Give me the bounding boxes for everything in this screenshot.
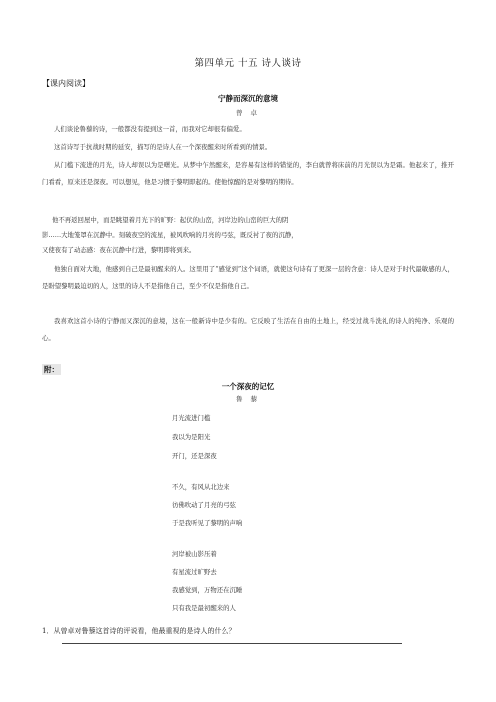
page-title: 第四单元 十五 诗人谈诗 (194, 58, 302, 69)
paragraph-1: 人们谈论鲁藜的诗，一般都没有提到这一首，而我对它却很有偏爱。 (54, 125, 246, 133)
poem-line: 河岸被山影压着 (172, 550, 217, 558)
appendix-label: 附： (44, 365, 59, 374)
poem-line: 我感觉到，万物还在沉睡 (172, 586, 243, 594)
poem-line: 只有我是最初醒来的人 (172, 604, 236, 612)
poem-line: 有星流过旷野去 (172, 568, 217, 576)
paragraph-6: 我喜欢这首小诗的宁静而又深沉的意境，这在一般新诗中是少有的。它反映了生活在自由的土地上，经受过战斗洗礼的诗人的纯净、乐观的心。 (42, 317, 454, 342)
paragraph-2: 这首诗写于抗战时期的延安，描写的是诗人在一个深夜醒来时所看到的情景。 (54, 143, 272, 151)
poem-line: 不久，有风从北边来 (172, 483, 230, 491)
paragraph-5: 他独自面对大地，他感到自己是最初醒来的人。这里用了“感觉到”这个词语，就使这句诗有了更深一层的含意：诗人是对于时代最敏感的人，是盼望黎明最迫切的人，这里的诗人不是指他自己，至少不仅是指他自己。 (42, 265, 454, 290)
poem-line: 月光流进门槛 (172, 414, 211, 422)
paragraph-4-line-3: 又使夜有了动态感：夜在沉静中行进，黎明即将到来。 (42, 246, 196, 254)
paragraph-3: 从门槛下流进的月光，诗人却误以为是曙光。从梦中乍然醒来，是容易有这样的错觉的，李白就曾将床前的月光误以为是霜。他起来了，推开门看看，原来还是深夜。可以想见，他是习惯于黎明即起的。使他惊醒的是对黎明的期待。 (42, 161, 454, 186)
poem-title: 一个深夜的记忆 (221, 382, 275, 391)
poem-author: 鲁 藜 (235, 395, 261, 403)
poem-line: 彷佛吹动了月亮的弓弦 (172, 501, 236, 509)
section-label: 【课内阅读】 (42, 79, 90, 88)
poem-line: 开门，还是深夜 (172, 452, 217, 460)
poem-line: 于是我听见了黎明的声响 (172, 519, 243, 527)
essay-author: 曾 卓 (235, 109, 261, 117)
question-1: 1．从曾卓对鲁藜这首诗的评说看，他最重视的是诗人的什么？ (42, 627, 236, 635)
paragraph-4-line-1: 他不再返回屋中，而是眺望着月光下的旷野：起伏的山峦，河岸边的山峦的巨大的阴 (52, 216, 289, 224)
answer-line[interactable] (62, 643, 402, 644)
essay-title: 宁静而深沉的意境 (218, 94, 278, 103)
poem-line: 我以为是阳光 (172, 433, 211, 441)
paragraph-4-line-2: 影……大地笼罩在沉静中。刻破夜空的流星，被风吹响的月亮的弓弦，既反衬了夜的沉静， (42, 231, 298, 239)
